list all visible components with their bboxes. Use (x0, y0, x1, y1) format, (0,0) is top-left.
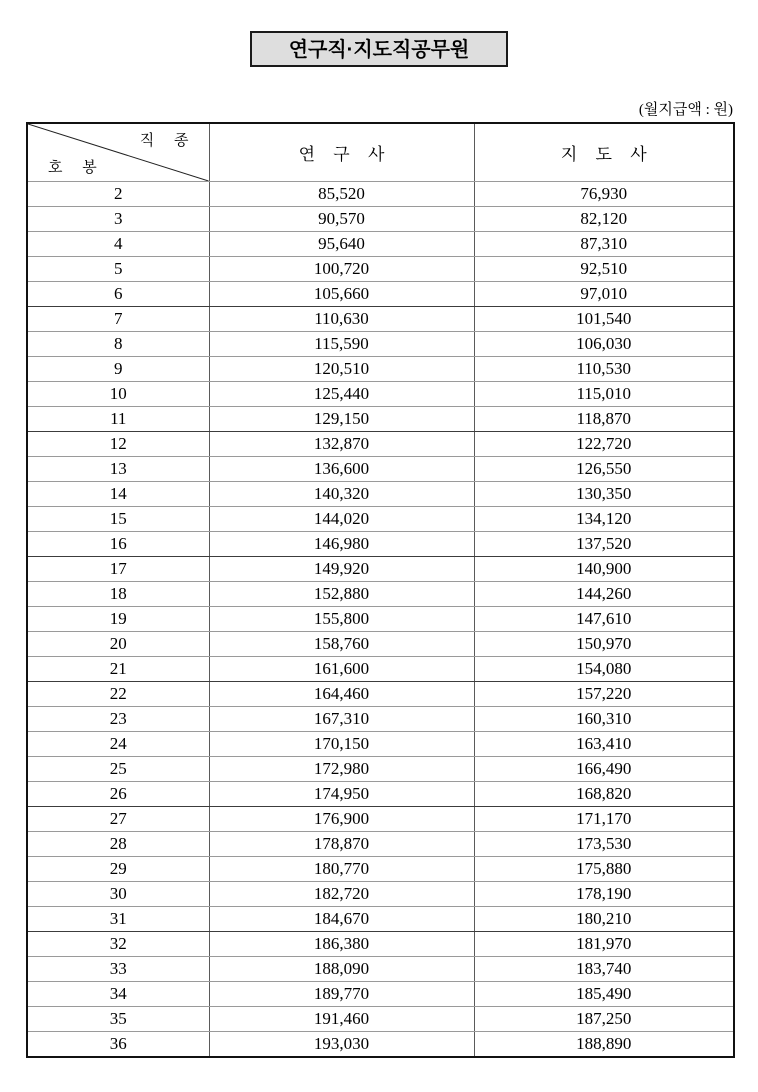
table-header-row (27, 123, 734, 182)
cell-instructor-amount: 144,260 (474, 582, 734, 607)
cell-researcher-amount: 161,600 (209, 657, 474, 682)
table-row (27, 532, 734, 557)
table-row (27, 232, 734, 257)
cell-instructor-amount: 126,550 (474, 457, 734, 482)
table-row (27, 732, 734, 757)
cell-pay-step: 32 (27, 932, 209, 957)
cell-pay-step: 29 (27, 857, 209, 882)
header-label-job-type: 직 종 (139, 133, 197, 149)
table-row (27, 182, 734, 207)
cell-instructor-amount: 175,880 (474, 857, 734, 882)
cell-researcher-amount: 110,630 (209, 307, 474, 332)
cell-pay-step: 8 (27, 332, 209, 357)
cell-pay-step: 14 (27, 482, 209, 507)
cell-researcher-amount: 105,660 (209, 282, 474, 307)
cell-instructor-amount: 134,120 (474, 507, 734, 532)
cell-researcher-amount: 172,980 (209, 757, 474, 782)
cell-instructor-amount: 160,310 (474, 707, 734, 732)
page-title-container (0, 31, 758, 67)
table-row (27, 857, 734, 882)
cell-researcher-amount: 129,150 (209, 407, 474, 432)
table-row (27, 982, 734, 1007)
table-row (27, 432, 734, 457)
cell-instructor-amount: 157,220 (474, 682, 734, 707)
cell-instructor-amount: 154,080 (474, 657, 734, 682)
cell-instructor-amount: 168,820 (474, 782, 734, 807)
cell-instructor-amount: 101,540 (474, 307, 734, 332)
cell-pay-step: 15 (27, 507, 209, 532)
cell-pay-step: 30 (27, 882, 209, 907)
cell-instructor-amount: 178,190 (474, 882, 734, 907)
cell-researcher-amount: 182,720 (209, 882, 474, 907)
cell-instructor-amount: 122,720 (474, 432, 734, 457)
table-row (27, 657, 734, 682)
cell-researcher-amount: 178,870 (209, 832, 474, 857)
cell-instructor-amount: 115,010 (474, 382, 734, 407)
cell-pay-step: 9 (27, 357, 209, 382)
table-row (27, 682, 734, 707)
table-row (27, 357, 734, 382)
cell-researcher-amount: 152,880 (209, 582, 474, 607)
cell-instructor-amount: 150,970 (474, 632, 734, 657)
cell-researcher-amount: 191,460 (209, 1007, 474, 1032)
cell-researcher-amount: 100,720 (209, 257, 474, 282)
cell-researcher-amount: 184,670 (209, 907, 474, 932)
cell-instructor-amount: 137,520 (474, 532, 734, 557)
column-header-instructor: 지 도 사 (474, 123, 734, 182)
cell-pay-step: 33 (27, 957, 209, 982)
cell-instructor-amount: 87,310 (474, 232, 734, 257)
cell-instructor-amount: 82,120 (474, 207, 734, 232)
cell-researcher-amount: 140,320 (209, 482, 474, 507)
header-corner-cell (27, 123, 209, 182)
cell-pay-step: 17 (27, 557, 209, 582)
cell-pay-step: 2 (27, 182, 209, 207)
cell-researcher-amount: 180,770 (209, 857, 474, 882)
cell-instructor-amount: 92,510 (474, 257, 734, 282)
cell-pay-step: 7 (27, 307, 209, 332)
cell-instructor-amount: 180,210 (474, 907, 734, 932)
cell-researcher-amount: 170,150 (209, 732, 474, 757)
table-row (27, 932, 734, 957)
cell-researcher-amount: 115,590 (209, 332, 474, 357)
table-row (27, 482, 734, 507)
pay-scale-table (26, 122, 735, 1058)
table-body (27, 182, 734, 1058)
cell-pay-step: 24 (27, 732, 209, 757)
cell-instructor-amount: 130,350 (474, 482, 734, 507)
header-label-pay-step: 호 봉 (48, 160, 105, 176)
cell-pay-step: 5 (27, 257, 209, 282)
cell-instructor-amount: 97,010 (474, 282, 734, 307)
cell-instructor-amount: 171,170 (474, 807, 734, 832)
cell-pay-step: 26 (27, 782, 209, 807)
table-row (27, 1007, 734, 1032)
cell-researcher-amount: 146,980 (209, 532, 474, 557)
cell-pay-step: 16 (27, 532, 209, 557)
table-row (27, 807, 734, 832)
unit-note: (월지급액 : 원) (638, 102, 733, 118)
cell-instructor-amount: 140,900 (474, 557, 734, 582)
table-row (27, 257, 734, 282)
cell-researcher-amount: 125,440 (209, 382, 474, 407)
table-row (27, 1032, 734, 1058)
cell-pay-step: 35 (27, 1007, 209, 1032)
cell-instructor-amount: 166,490 (474, 757, 734, 782)
cell-researcher-amount: 132,870 (209, 432, 474, 457)
table-row (27, 707, 734, 732)
table-row (27, 557, 734, 582)
cell-pay-step: 4 (27, 232, 209, 257)
cell-researcher-amount: 95,640 (209, 232, 474, 257)
cell-researcher-amount: 164,460 (209, 682, 474, 707)
cell-researcher-amount: 174,950 (209, 782, 474, 807)
cell-pay-step: 34 (27, 982, 209, 1007)
cell-instructor-amount: 118,870 (474, 407, 734, 432)
cell-researcher-amount: 136,600 (209, 457, 474, 482)
table-row (27, 307, 734, 332)
table-row (27, 882, 734, 907)
column-header-researcher: 연 구 사 (209, 123, 474, 182)
cell-instructor-amount: 183,740 (474, 957, 734, 982)
cell-pay-step: 3 (27, 207, 209, 232)
cell-researcher-amount: 167,310 (209, 707, 474, 732)
cell-researcher-amount: 120,510 (209, 357, 474, 382)
cell-pay-step: 36 (27, 1032, 209, 1058)
cell-researcher-amount: 193,030 (209, 1032, 474, 1058)
cell-researcher-amount: 188,090 (209, 957, 474, 982)
cell-pay-step: 21 (27, 657, 209, 682)
cell-pay-step: 22 (27, 682, 209, 707)
cell-pay-step: 18 (27, 582, 209, 607)
cell-pay-step: 27 (27, 807, 209, 832)
cell-pay-step: 12 (27, 432, 209, 457)
cell-pay-step: 6 (27, 282, 209, 307)
pay-table-container (26, 122, 733, 1058)
table-row (27, 282, 734, 307)
table-row (27, 607, 734, 632)
cell-researcher-amount: 85,520 (209, 182, 474, 207)
cell-pay-step: 25 (27, 757, 209, 782)
cell-instructor-amount: 188,890 (576, 1034, 632, 1053)
cell-pay-step: 28 (27, 832, 209, 857)
table-row (27, 457, 734, 482)
cell-pay-step: 11 (27, 407, 209, 432)
table-row (27, 782, 734, 807)
cell-pay-step: 23 (27, 707, 209, 732)
cell-instructor-amount: 147,610 (474, 607, 734, 632)
cell-instructor-amount: 187,250 (474, 1007, 734, 1032)
table-row (27, 507, 734, 532)
page-title: 연구직·지도직공무원 (250, 31, 508, 67)
cell-researcher-amount: 176,900 (209, 807, 474, 832)
table-row (27, 757, 734, 782)
table-row (27, 582, 734, 607)
cell-pay-step: 31 (27, 907, 209, 932)
cell-instructor-amount: 106,030 (474, 332, 734, 357)
table-row (27, 832, 734, 857)
cell-researcher-amount: 155,800 (209, 607, 474, 632)
table-row (27, 632, 734, 657)
table-row (27, 907, 734, 932)
table-row (27, 407, 734, 432)
cell-instructor-amount: 181,970 (474, 932, 734, 957)
cell-researcher-amount: 144,020 (209, 507, 474, 532)
table-row (27, 957, 734, 982)
table-header (27, 123, 734, 182)
cell-researcher-amount: 158,760 (209, 632, 474, 657)
table-row (27, 207, 734, 232)
cell-instructor-amount: 173,530 (474, 832, 734, 857)
cell-instructor-amount: 110,530 (474, 357, 734, 382)
table-row (27, 382, 734, 407)
table-row (27, 332, 734, 357)
cell-researcher-amount: 189,770 (209, 982, 474, 1007)
cell-researcher-amount: 186,380 (209, 932, 474, 957)
cell-pay-step: 20 (27, 632, 209, 657)
cell-instructor-amount: 76,930 (474, 182, 734, 207)
cell-pay-step: 10 (27, 382, 209, 407)
cell-researcher-amount: 90,570 (209, 207, 474, 232)
cell-instructor-amount: 163,410 (474, 732, 734, 757)
cell-pay-step: 13 (27, 457, 209, 482)
cell-pay-step: 19 (27, 607, 209, 632)
cell-instructor-amount: 185,490 (474, 982, 734, 1007)
cell-researcher-amount: 149,920 (209, 557, 474, 582)
